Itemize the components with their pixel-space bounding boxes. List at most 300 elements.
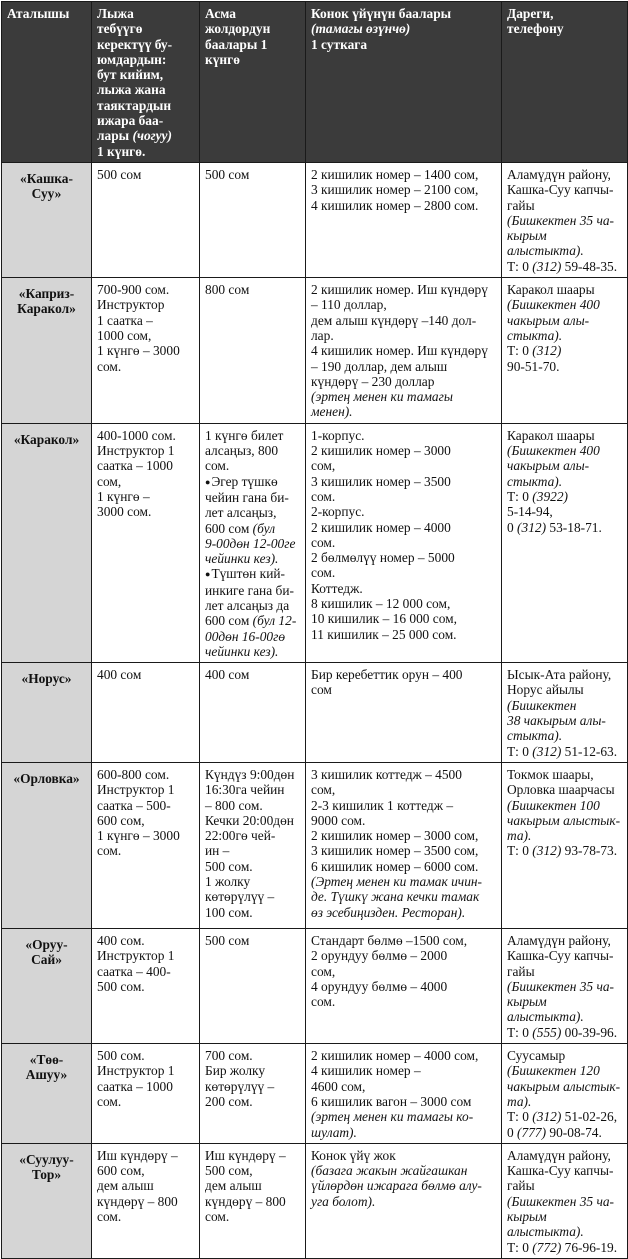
rent-price-cell xyxy=(92,928,200,1043)
hotel-text: – 190 доллар, дем алыш xyxy=(311,358,448,374)
hotel-text: 6 кишилик вагон – 3000 сом xyxy=(311,1093,472,1109)
lift-text: 1 күнгө билет xyxy=(205,427,284,443)
hotel-line xyxy=(311,520,496,535)
hotel-text: 2 кишилик номер – 3000 сом, xyxy=(311,828,479,844)
hotel-text: 3 кишилик номер – 3500 сом, xyxy=(311,843,479,859)
table-header xyxy=(2,2,628,163)
rent-line xyxy=(97,1163,194,1178)
hotel-price-cell xyxy=(306,928,502,1043)
lift-italic-text: чейинки кез). xyxy=(205,551,279,567)
hotel-line xyxy=(311,682,496,697)
rent-line xyxy=(97,1209,194,1224)
contact-text: Т: 0 xyxy=(507,843,533,859)
contact-cell xyxy=(502,762,628,928)
hotel-text: Бир керебеттик орун – 400 xyxy=(311,667,463,683)
rent-text: сом. xyxy=(97,1209,122,1224)
contact-line xyxy=(507,933,622,948)
lift-italic-text: 9-00дөн 12-00ге xyxy=(205,535,296,551)
contact-line xyxy=(507,1209,622,1240)
rent-text: Инструктор 1 xyxy=(97,948,175,964)
hotel-text: Конок үйү жок xyxy=(311,1147,396,1163)
contact-text: 0 xyxy=(507,1124,518,1140)
lift-line xyxy=(205,905,300,920)
rent-text: 400-1000 сом. xyxy=(97,427,176,443)
contact-text: 90-51-70. xyxy=(507,358,560,374)
hotel-line xyxy=(311,905,496,920)
hotel-text: 4 кишилик номер – 2800 сом. xyxy=(311,197,479,213)
contact-text: Т: 0 xyxy=(507,743,533,759)
hotel-line xyxy=(311,359,496,374)
lift-text: чейин гана би- xyxy=(205,489,289,505)
lift-text: Түштөн кий- xyxy=(211,566,285,582)
lift-price-cell xyxy=(200,162,306,277)
contact-italic-text: чакырым алыстык- xyxy=(507,1078,621,1094)
lift-line xyxy=(205,828,300,843)
hotel-text: 9000 сом. xyxy=(311,812,366,828)
contact-line xyxy=(507,167,622,182)
rent-line xyxy=(97,282,194,297)
resort-name: «Каприз- xyxy=(18,286,75,302)
lift-line xyxy=(205,1194,300,1209)
contact-italic-text: чакырым алы- xyxy=(507,312,590,328)
lift-text: Бир жолку xyxy=(205,1063,266,1079)
rent-line xyxy=(97,798,194,813)
contact-italic-text: кырым алыстыкта). xyxy=(507,994,584,1025)
rent-text: сом. xyxy=(97,358,122,374)
hotel-line xyxy=(311,1125,496,1140)
contact-line xyxy=(507,1109,622,1124)
hotel-text: 2 кишилик номер. Иш күндөрү xyxy=(311,282,488,298)
contact-text: Норус айылы xyxy=(507,682,584,698)
contact-text: 0 xyxy=(507,519,518,535)
hotel-price-cell xyxy=(306,663,502,763)
lift-text: 400 сом xyxy=(205,667,250,683)
lift-line xyxy=(205,813,300,828)
contact-line xyxy=(507,259,622,274)
hotel-text: сом, xyxy=(311,458,336,474)
contact-italic-text: стыкта). xyxy=(507,728,563,744)
contact-line xyxy=(507,713,622,728)
resort-name: «Суулуу- xyxy=(19,1151,74,1167)
contact-text: 00-39-96. xyxy=(561,1024,618,1040)
hotel-text: 4 кишилик номер. Иш күндөрү xyxy=(311,343,488,359)
contact-italic-text: (Бишкектен 400 xyxy=(507,443,600,459)
resort-name-cell xyxy=(2,162,92,277)
lift-line xyxy=(205,782,300,797)
resort-name-cell xyxy=(2,278,92,424)
hotel-line xyxy=(311,489,496,504)
rent-line xyxy=(97,328,194,343)
hotel-line xyxy=(311,874,496,889)
lift-text: инкиге гана би- xyxy=(205,582,294,598)
lift-line xyxy=(205,551,300,566)
contact-text: Аламүдүн району, xyxy=(507,166,611,182)
resort-name-cell xyxy=(2,1044,92,1144)
contact-line xyxy=(507,198,622,213)
rent-line xyxy=(97,428,194,443)
hotel-line xyxy=(311,343,496,358)
rent-text: сом. xyxy=(97,843,122,859)
hotel-text: күндөрү – 230 доллар xyxy=(311,373,435,389)
contact-cell xyxy=(502,278,628,424)
contact-line xyxy=(507,994,622,1025)
resort-name-cell xyxy=(2,1143,92,1258)
lift-price-cell xyxy=(200,423,306,662)
lift-text: 16:30га чейин xyxy=(205,782,285,798)
rent-line xyxy=(97,979,194,994)
lift-line xyxy=(205,505,300,520)
lift-line xyxy=(205,798,300,813)
lift-line xyxy=(205,598,300,613)
lift-line xyxy=(205,1094,300,1109)
lift-text: дем алыш xyxy=(205,1178,262,1194)
rent-line xyxy=(97,948,194,963)
rent-text: 700-900 сом. xyxy=(97,282,170,298)
contact-line xyxy=(507,428,622,443)
hotel-line xyxy=(311,550,496,565)
rent-line xyxy=(97,767,194,782)
contact-line xyxy=(507,359,622,374)
lift-price-cell xyxy=(200,928,306,1043)
lift-text: Эгер түшкө xyxy=(211,473,278,489)
lift-line xyxy=(205,583,300,598)
lift-text: алсаңыз, 800 xyxy=(205,443,279,459)
hotel-text: 2 кишилик номер – 4000 сом, xyxy=(311,1048,479,1064)
contact-line xyxy=(507,728,622,743)
resort-name: «Оруу- xyxy=(25,936,68,952)
contact-cell xyxy=(502,663,628,763)
rent-line xyxy=(97,458,194,473)
hotel-line xyxy=(311,297,496,312)
resort-name: «Орловка» xyxy=(13,770,80,786)
hotel-line xyxy=(311,782,496,797)
contact-line xyxy=(507,798,622,813)
contact-text: Аламүдүн району, xyxy=(507,1147,611,1163)
hotel-text: 2-3 кишилик 1 коттедж – xyxy=(311,797,454,813)
resort-name: «Норус» xyxy=(21,671,72,687)
contact-line xyxy=(507,767,622,782)
resort-name: Тор» xyxy=(31,1167,62,1183)
lift-text: Күндүз 9:00дөн xyxy=(205,766,295,782)
rent-price-cell xyxy=(92,1143,200,1258)
hotel-line xyxy=(311,182,496,197)
hotel-line xyxy=(311,611,496,626)
rent-price-cell xyxy=(92,1044,200,1144)
hotel-text: сом, xyxy=(311,963,336,979)
hotel-line xyxy=(311,767,496,782)
header-name: Аталышы xyxy=(2,2,92,163)
contact-text: Каракол шаары xyxy=(507,427,595,443)
contact-italic-text: (312) xyxy=(532,843,562,859)
contact-italic-text: (Бишкектен 100 xyxy=(507,797,600,813)
rent-line xyxy=(97,489,194,504)
lift-italic-text: (бул xyxy=(252,520,276,536)
hotel-text: дем алыш күндөрү –140 дол- xyxy=(311,312,477,328)
hotel-line xyxy=(311,1109,496,1124)
contact-line xyxy=(507,474,622,489)
hotel-line xyxy=(311,565,496,580)
contact-italic-text: (312) xyxy=(532,1109,562,1125)
resort-name: «Каракол» xyxy=(13,431,80,447)
contact-line xyxy=(507,182,622,197)
rent-line xyxy=(97,843,194,858)
contact-text: Т: 0 xyxy=(507,1239,533,1255)
contact-text: 53-18-71. xyxy=(546,519,602,535)
hotel-italic-text: (Эртең менен ки тамак ичин- xyxy=(311,874,482,890)
hotel-text: сом, xyxy=(311,782,336,798)
hotel-text: 3 кишилик коттедж – 4500 xyxy=(311,766,462,782)
contact-text: 5-14-94, xyxy=(507,504,553,520)
lift-line xyxy=(205,843,300,858)
lift-line xyxy=(205,566,300,582)
lift-text: көтөрүлүү – xyxy=(205,889,275,905)
lift-line xyxy=(205,167,300,182)
rent-line xyxy=(97,343,194,358)
rent-text: 1 саатка – xyxy=(97,312,153,328)
hotel-line xyxy=(311,933,496,948)
rent-text: саатка – 1000 xyxy=(97,458,173,474)
lift-text: ин – xyxy=(205,843,230,859)
hotel-line xyxy=(311,798,496,813)
contact-line xyxy=(507,1240,622,1255)
lift-line xyxy=(205,521,300,536)
rent-text: 1000 сом, xyxy=(97,327,152,343)
rent-line xyxy=(97,1063,194,1078)
rent-line xyxy=(97,782,194,797)
hotel-text: Стандарт бөлмө –1500 сом, xyxy=(311,932,468,948)
rent-text: саатка – 1000 xyxy=(97,1078,173,1094)
contact-italic-text: стыкта). xyxy=(507,327,563,343)
rent-line xyxy=(97,1194,194,1209)
lift-price-cell xyxy=(200,663,306,763)
contact-text: Т: 0 xyxy=(507,1109,533,1125)
rent-price-cell xyxy=(92,162,200,277)
lift-line xyxy=(205,874,300,889)
lift-line xyxy=(205,889,300,904)
rent-text: дем алыш xyxy=(97,1178,154,1194)
contact-italic-text: (312) xyxy=(532,743,562,759)
resort-name-cell xyxy=(2,928,92,1043)
lift-line xyxy=(205,428,300,443)
hotel-line xyxy=(311,458,496,473)
contact-line xyxy=(507,698,622,713)
lift-text: күндөрү – 800 xyxy=(205,1193,286,1209)
hotel-line xyxy=(311,1063,496,1078)
rent-text: 600 сом, xyxy=(97,1163,145,1179)
lift-line xyxy=(205,1209,300,1224)
rent-price-cell xyxy=(92,663,200,763)
table-row xyxy=(2,762,628,928)
contact-line xyxy=(507,228,622,259)
contact-italic-text: 38 чакырым алы- xyxy=(507,713,606,729)
hotel-price-cell xyxy=(306,762,502,928)
contact-text: Аламүдүн району, xyxy=(507,932,611,948)
hotel-text: сом. xyxy=(311,565,336,581)
rent-line xyxy=(97,167,194,182)
hotel-text: Коттедж. xyxy=(311,580,363,596)
lift-line xyxy=(205,613,300,628)
rent-text: 400 сом xyxy=(97,667,142,683)
rent-text: 3000 сом. xyxy=(97,504,152,520)
rent-text: 600-800 сом. xyxy=(97,766,170,782)
contact-line xyxy=(507,1025,622,1040)
rent-text: 1 күнгө – 3000 xyxy=(97,343,180,359)
hotel-italic-text: үйлөрдөн ижарага бөлмө алу- xyxy=(311,1178,482,1194)
lift-line xyxy=(205,933,300,948)
hotel-text: 2-корпус. xyxy=(311,504,365,520)
rent-line xyxy=(97,813,194,828)
lift-text: 500 сом xyxy=(205,932,250,948)
contact-text: 51-12-63. xyxy=(561,743,618,759)
table-row xyxy=(2,423,628,662)
table-row xyxy=(2,1044,628,1144)
hotel-italic-text: уга болот). xyxy=(311,1193,376,1209)
header-contact: Дареги, телефону xyxy=(502,2,628,163)
lift-text: сом. xyxy=(205,458,230,474)
contact-italic-text: (Бишкектен 400 xyxy=(507,297,600,313)
hotel-line xyxy=(311,889,496,904)
rent-line xyxy=(97,443,194,458)
lift-text: Иш күндөрү – xyxy=(205,1147,286,1163)
contact-line xyxy=(507,964,622,979)
table-row xyxy=(2,278,628,424)
table-row xyxy=(2,928,628,1043)
contact-italic-text: (312) xyxy=(517,519,547,535)
rent-text: Инструктор 1 xyxy=(97,443,175,459)
rent-line xyxy=(97,828,194,843)
hotel-text: лар. xyxy=(311,327,334,343)
hotel-text: 4600 сом, xyxy=(311,1078,366,1094)
rent-line xyxy=(97,1079,194,1094)
lift-line xyxy=(205,1148,300,1163)
lift-price-cell xyxy=(200,278,306,424)
contact-italic-text: (777) xyxy=(517,1124,547,1140)
contact-italic-text: (Бишкектен xyxy=(507,697,577,713)
resort-name-cell xyxy=(2,423,92,662)
contact-text: Орловка шаарчасы xyxy=(507,782,615,798)
contact-line xyxy=(507,1148,622,1163)
contact-italic-text: (Бишкектен 35 ча- xyxy=(507,1193,615,1209)
rent-line xyxy=(97,1148,194,1163)
hotel-text: 2 кишилик номер – 4000 xyxy=(311,519,451,535)
contact-text: Кашка-Суу капчы- xyxy=(507,1163,614,1179)
hotel-line xyxy=(311,1094,496,1109)
header-hotel: Конок үйүнүн баалары (тамагы өзүнчө) 1 суткага xyxy=(306,2,502,163)
contact-cell xyxy=(502,423,628,662)
rent-text: Иш күндөрү – xyxy=(97,1147,178,1163)
hotel-text: 2 бөлмөлүү номер – 5000 xyxy=(311,550,455,566)
contact-line xyxy=(507,297,622,312)
hotel-line xyxy=(311,504,496,519)
contact-line xyxy=(507,813,622,828)
lift-line xyxy=(205,458,300,473)
hotel-text: сом xyxy=(311,682,332,698)
rent-text: Инструктор 1 xyxy=(97,1063,175,1079)
hotel-line xyxy=(311,167,496,182)
hotel-line xyxy=(311,667,496,682)
hotel-line xyxy=(311,282,496,297)
contact-text: Суусамыр xyxy=(507,1048,566,1064)
contact-line xyxy=(507,979,622,994)
resort-name-cell xyxy=(2,663,92,763)
lift-italic-text: (бул 12- xyxy=(252,613,297,629)
lift-price-cell xyxy=(200,1143,306,1258)
hotel-price-cell xyxy=(306,278,502,424)
resort-name: «Төө- xyxy=(29,1052,64,1068)
rent-line xyxy=(97,667,194,682)
contact-italic-text: (Бишкектен 35 ча- xyxy=(507,978,615,994)
contact-line xyxy=(507,1079,622,1094)
table-row xyxy=(2,663,628,763)
contact-italic-text: (312) xyxy=(532,343,562,359)
hotel-text: 10 кишилик – 16 000 сом, xyxy=(311,611,458,627)
lift-text: 500 сом. xyxy=(205,858,253,874)
lift-line xyxy=(205,1063,300,1078)
contact-cell xyxy=(502,1044,628,1144)
hotel-text: 8 кишилик – 12 000 сом, xyxy=(311,595,451,611)
hotel-text: 3 кишилик номер – 2100 сом, xyxy=(311,182,479,198)
contact-text: Каракол шаары xyxy=(507,282,595,298)
hotel-text: 2 кишилик номер – 1400 сом, xyxy=(311,166,479,182)
resort-name: Каракол» xyxy=(17,301,76,317)
lift-line xyxy=(205,629,300,644)
contact-line xyxy=(507,504,622,519)
contact-line xyxy=(507,1094,622,1109)
contact-line xyxy=(507,213,622,228)
contact-line xyxy=(507,282,622,297)
contact-text: Т: 0 xyxy=(507,258,533,274)
lift-text: 200 сом. xyxy=(205,1093,253,1109)
rent-text: саатка – 400- xyxy=(97,963,171,979)
rent-text: Инструктор 1 xyxy=(97,782,175,798)
hotel-line xyxy=(311,313,496,328)
lift-text: 500 сом, xyxy=(205,1163,253,1179)
lift-text: 22:00гө чей- xyxy=(205,828,276,844)
lift-line xyxy=(205,1163,300,1178)
contact-line xyxy=(507,1048,622,1063)
header-rent: Лыжа тебүүгө керектүү бу- юмдардын: бут кийим, лыжа жана таяктардын ижара баа- лары (чогуу) 1 күнгө. xyxy=(92,2,200,163)
contact-italic-text: стыкта). xyxy=(507,473,563,489)
contact-line xyxy=(507,520,622,535)
rent-text: 1 күнгө – 3000 xyxy=(97,828,180,844)
rent-price-cell xyxy=(92,423,200,662)
resort-name: Суу» xyxy=(31,186,62,202)
rent-line xyxy=(97,933,194,948)
lift-line xyxy=(205,536,300,551)
hotel-line xyxy=(311,964,496,979)
rent-line xyxy=(97,1094,194,1109)
contact-line xyxy=(507,667,622,682)
lift-line xyxy=(205,1079,300,1094)
lift-line xyxy=(205,859,300,874)
contact-line xyxy=(507,313,622,328)
contact-text: 76-96-19. xyxy=(561,1239,618,1255)
lift-italic-text: чейинки кез). xyxy=(205,643,279,659)
contact-line xyxy=(507,328,622,343)
lift-text: 800 сом xyxy=(205,282,250,298)
rent-text: сом. xyxy=(97,1093,122,1109)
contact-text: 59-48-35. xyxy=(561,258,618,274)
hotel-price-cell xyxy=(306,162,502,277)
hotel-line xyxy=(311,428,496,443)
hotel-line xyxy=(311,596,496,611)
hotel-line xyxy=(311,1079,496,1094)
contact-italic-text: та). xyxy=(507,828,532,844)
rent-text: 600 сом, xyxy=(97,812,145,828)
contact-line xyxy=(507,489,622,504)
hotel-price-cell xyxy=(306,1143,502,1258)
rent-line xyxy=(97,359,194,374)
